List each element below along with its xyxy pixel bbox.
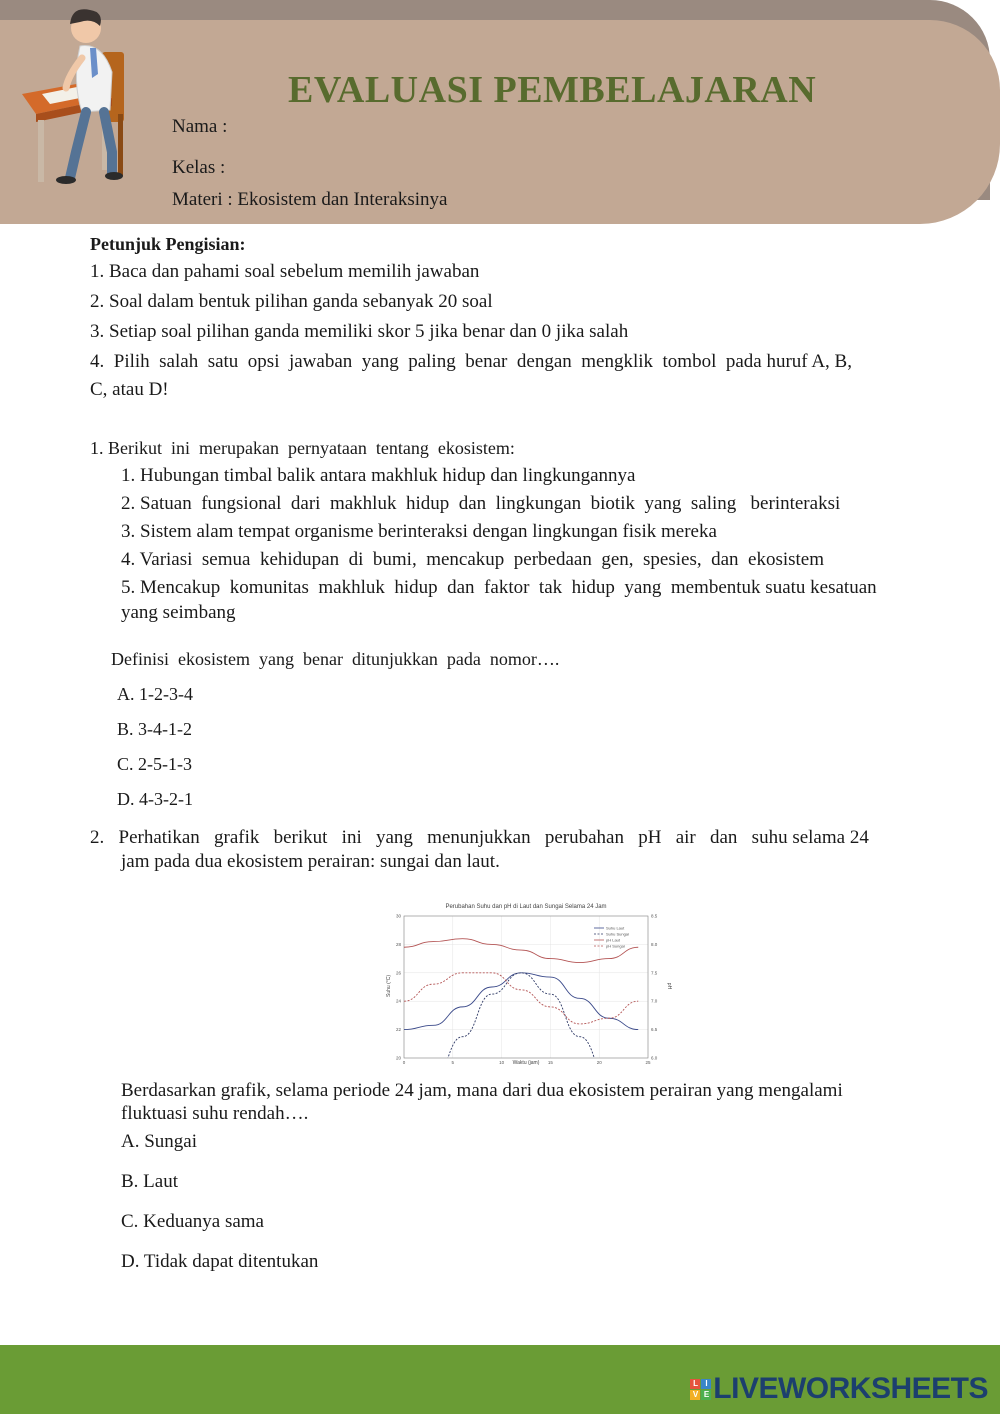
y2-tick-label: 6.0 bbox=[651, 1055, 658, 1061]
q1-option-b[interactable]: B. 3-4-1-2 bbox=[117, 719, 192, 739]
q2-option-a[interactable]: A. Sungai bbox=[121, 1131, 197, 1152]
logo-letter: E bbox=[701, 1390, 711, 1400]
q1-option-c[interactable]: C. 2-5-1-3 bbox=[117, 754, 192, 774]
y-tick-label: 26 bbox=[395, 970, 401, 976]
y-tick-label: 30 bbox=[395, 913, 401, 919]
q2-option-b[interactable]: B. Laut bbox=[121, 1171, 178, 1192]
materi-label: Materi : Ekosistem dan Interaksinya bbox=[172, 189, 448, 210]
q2-question-continuation: fluktuasi suhu rendah…. bbox=[121, 1103, 309, 1124]
instruction-item: 1. Baca dan pahami soal sebelum memilih jawaban bbox=[90, 261, 480, 282]
instruction-item: 2. Soal dalam bentuk pilihan ganda sebanyak 20 soal bbox=[90, 291, 493, 312]
q2-stem-continuation: jam pada dua ekosistem perairan: sungai dan laut. bbox=[121, 851, 500, 872]
live-blocks-icon bbox=[690, 1379, 711, 1400]
chart-y2label: pH bbox=[666, 982, 672, 990]
instruction-item: 4. Pilih salah satu opsi jawaban yang paling benar dengan mengklik tombol pada huruf A, B, bbox=[90, 351, 852, 372]
liveworksheets-logo[interactable] bbox=[690, 1372, 988, 1406]
instruction-item: 3. Setiap soal pilihan ganda memiliki skor 5 jika benar dan 0 jika salah bbox=[90, 321, 629, 342]
y2-tick-label: 7.5 bbox=[651, 970, 658, 976]
student-writing-illustration bbox=[20, 2, 140, 188]
q1-statement: 3. Sistem alam tempat organisme berinteraksi dengan lingkungan fisik mereka bbox=[121, 521, 717, 542]
q2-question: Berdasarkan grafik, selama periode 24 jam, mana dari dua ekosistem perairan yang mengalami bbox=[121, 1080, 843, 1101]
page-title: EVALUASI PEMBELAJARAN bbox=[288, 69, 817, 111]
legend-label: pH Laut bbox=[606, 937, 621, 943]
logo-letter: V bbox=[690, 1390, 700, 1400]
y-tick-label: 20 bbox=[395, 1055, 401, 1061]
x-tick-label: 20 bbox=[596, 1060, 602, 1065]
q2-option-d[interactable]: D. Tidak dapat ditentukan bbox=[121, 1251, 319, 1272]
series-line-3 bbox=[404, 973, 638, 1024]
chart-xlabel: Waktu (jam) bbox=[512, 1060, 540, 1066]
class-field-label: Kelas : bbox=[172, 157, 226, 178]
q1-stem: 1. Berikut ini merupakan pernyataan tentang ekosistem: bbox=[90, 438, 515, 458]
q2-option-c[interactable]: C. Keduanya sama bbox=[121, 1211, 264, 1232]
q1-statement: 4. Variasi semua kehidupan di bumi, mencakup perbedaan gen, spesies, dan ekosistem bbox=[121, 549, 825, 570]
q1-option-d[interactable]: D. 4-3-2-1 bbox=[117, 789, 193, 809]
y2-tick-label: 7.0 bbox=[651, 998, 658, 1004]
x-tick-label: 25 bbox=[645, 1060, 651, 1065]
q1-question: Definisi ekosistem yang benar ditunjukkan pada nomor…. bbox=[111, 649, 560, 669]
legend-label: Suhu Laut bbox=[606, 925, 625, 931]
y2-tick-label: 6.5 bbox=[651, 1027, 658, 1033]
name-field-label: Nama : bbox=[172, 116, 228, 137]
legend-label: Suhu Sungai bbox=[606, 931, 629, 937]
logo-letter: I bbox=[701, 1379, 711, 1389]
x-tick-label: 10 bbox=[499, 1060, 505, 1065]
y2-tick-label: 8.5 bbox=[651, 913, 658, 919]
y-tick-label: 28 bbox=[395, 941, 401, 947]
brand-text: LIVEWORKSHEETS bbox=[713, 1372, 988, 1405]
x-tick-label: 0 bbox=[402, 1060, 406, 1065]
q2-stem: 2. Perhatikan grafik berikut ini yang menunjukkan perubahan pH air dan suhu selama 24 bbox=[90, 827, 869, 848]
q1-statement: 5. Mencakup komunitas makhluk hidup dan faktor tak hidup yang membentuk suatu kesatuan bbox=[121, 577, 877, 598]
series-line-2 bbox=[404, 939, 638, 963]
legend-label: pH Sungai bbox=[606, 943, 625, 949]
q1-statement: 2. Satuan fungsional dari makhluk hidup dan lingkungan biotik yang saling berinteraksi bbox=[121, 493, 841, 514]
chart-title: Perubahan Suhu dan pH di Laut dan Sungai Selama 24 Jam bbox=[445, 904, 607, 910]
chart-ylabel: Suhu (°C) bbox=[386, 974, 392, 998]
y-tick-label: 22 bbox=[395, 1027, 401, 1033]
q1-statement: 1. Hubungan timbal balik antara makhluk hidup dan lingkungannya bbox=[121, 465, 636, 486]
y2-tick-label: 8.0 bbox=[651, 941, 658, 947]
logo-letter: L bbox=[690, 1379, 700, 1389]
q1-statement-continuation: yang seimbang bbox=[121, 602, 236, 623]
instructions-heading: Petunjuk Pengisian: bbox=[90, 234, 246, 254]
x-tick-label: 15 bbox=[547, 1060, 553, 1065]
header-banner bbox=[0, 20, 1000, 224]
y-tick-label: 24 bbox=[395, 998, 401, 1004]
q1-option-a[interactable]: A. 1-2-3-4 bbox=[117, 684, 193, 704]
instruction-item-continuation: C, atau D! bbox=[90, 379, 169, 400]
x-tick-label: 5 bbox=[451, 1060, 455, 1065]
temperature-ph-chart bbox=[382, 898, 670, 1066]
